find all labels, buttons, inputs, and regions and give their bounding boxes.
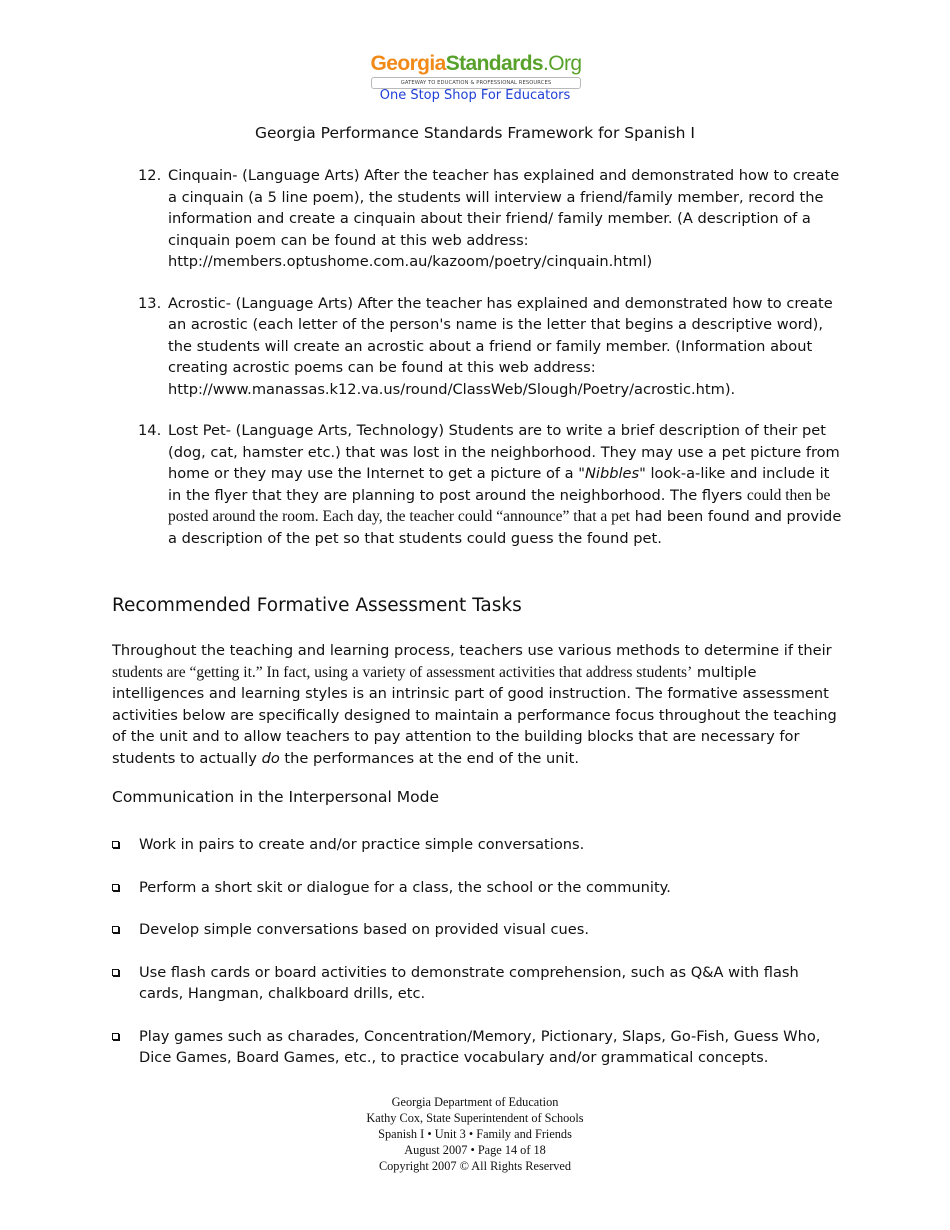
activity-text xyxy=(168,420,843,549)
do-emphasis: do xyxy=(261,749,280,767)
footer-line: Copyright 2007 © All Rights Reserved xyxy=(378,1159,572,1173)
logo-georgia: Georgia xyxy=(370,52,446,75)
footer-line: August 2007 • Page 14 of 18 xyxy=(404,1143,546,1157)
task-item xyxy=(112,834,842,856)
intro-text-part: Throughout the teaching and learning process, teachers use various methods to determine if their xyxy=(112,642,832,659)
activity-list xyxy=(138,165,843,569)
activity-number: 12. xyxy=(138,167,162,184)
footer-line: Georgia Department of Education xyxy=(391,1095,559,1109)
document-title: Georgia Performance Standards Framework for Spanish I xyxy=(254,124,696,142)
activity-text-part: had been found and provide a description of the pet so that students could guess the found pet. xyxy=(168,508,842,547)
task-item xyxy=(112,877,842,899)
task-text: Work in pairs to create and/or practice simple conversations. xyxy=(139,836,585,853)
task-text: Develop simple conversations based on provided visual cues. xyxy=(139,921,589,938)
intro-paragraph xyxy=(112,640,847,769)
task-item xyxy=(112,962,842,1005)
logo-tagline: One Stop Shop For Educators xyxy=(379,88,571,103)
intro-text-serif-part: students are “getting it.” In fact, using a variety of assessment activities that address students’ xyxy=(112,663,693,681)
intro-text-part: multiple intelligences and learning styles is an intrinsic part of good instruction. The formative assessment activities below are specifically designed to maintain a performance focus throughout the teaching of the unit and to allow teachers to pay attention to the building blocks that are necessary for students to actually xyxy=(112,663,837,767)
task-text: Perform a short skit or dialogue for a class, the school or the community. xyxy=(139,878,671,896)
section-heading: Recommended Formative Assessment Tasks xyxy=(112,595,522,616)
checkbox-bullet-icon xyxy=(112,969,119,976)
logo-standards: Standards xyxy=(445,52,543,75)
checkbox-bullet-icon xyxy=(112,884,119,891)
pet-name-emphasis: Nibbles xyxy=(584,465,640,482)
activity-item xyxy=(138,165,843,273)
page-footer xyxy=(0,1094,950,1174)
task-text: Play games such as charades, Concentration/Memory, Pictionary, Slaps, Go-Fish, Guess Who, Dice Games, Board Games, etc., to practice vocabulary and/or grammatical concepts. xyxy=(139,1027,821,1066)
activity-text-part: " look-a-like and include it in the flyer that they are planning to post around the neighborhood. The flyers xyxy=(168,465,830,504)
activity-text: Cinquain- (Language Arts) After the teacher has explained and demonstrated how to create a cinquain (a 5 line poem), the students will interview a friend/family member, record the information and create a cinquain about their friend/ family member. (A description of a cinquain poem can be found at this web address: http://members.optushome.com.au/kazoom/poetry/cinquain.html) xyxy=(168,167,840,270)
intro-text-part: the performances at the end of the unit. xyxy=(279,749,579,767)
activity-item xyxy=(138,293,843,401)
activity-item xyxy=(138,420,843,549)
checkbox-bullet-icon xyxy=(112,926,119,933)
georgiastandards-logo[interactable] xyxy=(370,52,582,89)
checkbox-bullet-icon xyxy=(112,1033,119,1040)
sub-heading: Communication in the Interpersonal Mode xyxy=(112,788,439,806)
checkbox-bullet-icon xyxy=(112,841,119,848)
footer-line: Kathy Cox, State Superintendent of Schools xyxy=(366,1111,584,1125)
activity-number: 13. xyxy=(138,294,162,312)
activity-text: Acrostic- (Language Arts) After the teacher has explained and demonstrated how to create an acrostic (each letter of the person's name is the letter that begins a descriptive word), the students will create an acrostic about a friend or family member. (Information about creating acrostic poems can be found at this web address: http://www.manassas.k12.va.us/round/ClassWeb/Slough/Poetry/acrostic.htm). xyxy=(168,294,833,398)
logo-wordmark xyxy=(370,52,582,76)
task-item xyxy=(112,919,842,941)
logo-org: .Org xyxy=(543,52,582,75)
activity-text-serif-part: could then be posted around the room. Each day, the teacher could “announce” that a pet xyxy=(168,486,831,525)
footer-line: Spanish I • Unit 3 • Family and Friends xyxy=(378,1127,572,1141)
task-list xyxy=(112,834,842,1069)
activity-text-part: Lost Pet- (Language Arts, Technology) Students are to write a brief description of their pet (dog, cat, hamster etc.) that was lost in the neighborhood. They may use a pet picture from home or they may use the Internet to get a picture of a " xyxy=(168,422,840,482)
logo-subtitle-bar: GATEWAY TO EDUCATION & PROFESSIONAL RESOURCES xyxy=(371,77,581,89)
activity-number: 14. xyxy=(138,422,162,439)
task-item xyxy=(112,1026,842,1069)
task-text: Use flash cards or board activities to demonstrate comprehension, such as Q&A with flash cards, Hangman, chalkboard drills, etc. xyxy=(139,963,799,1002)
